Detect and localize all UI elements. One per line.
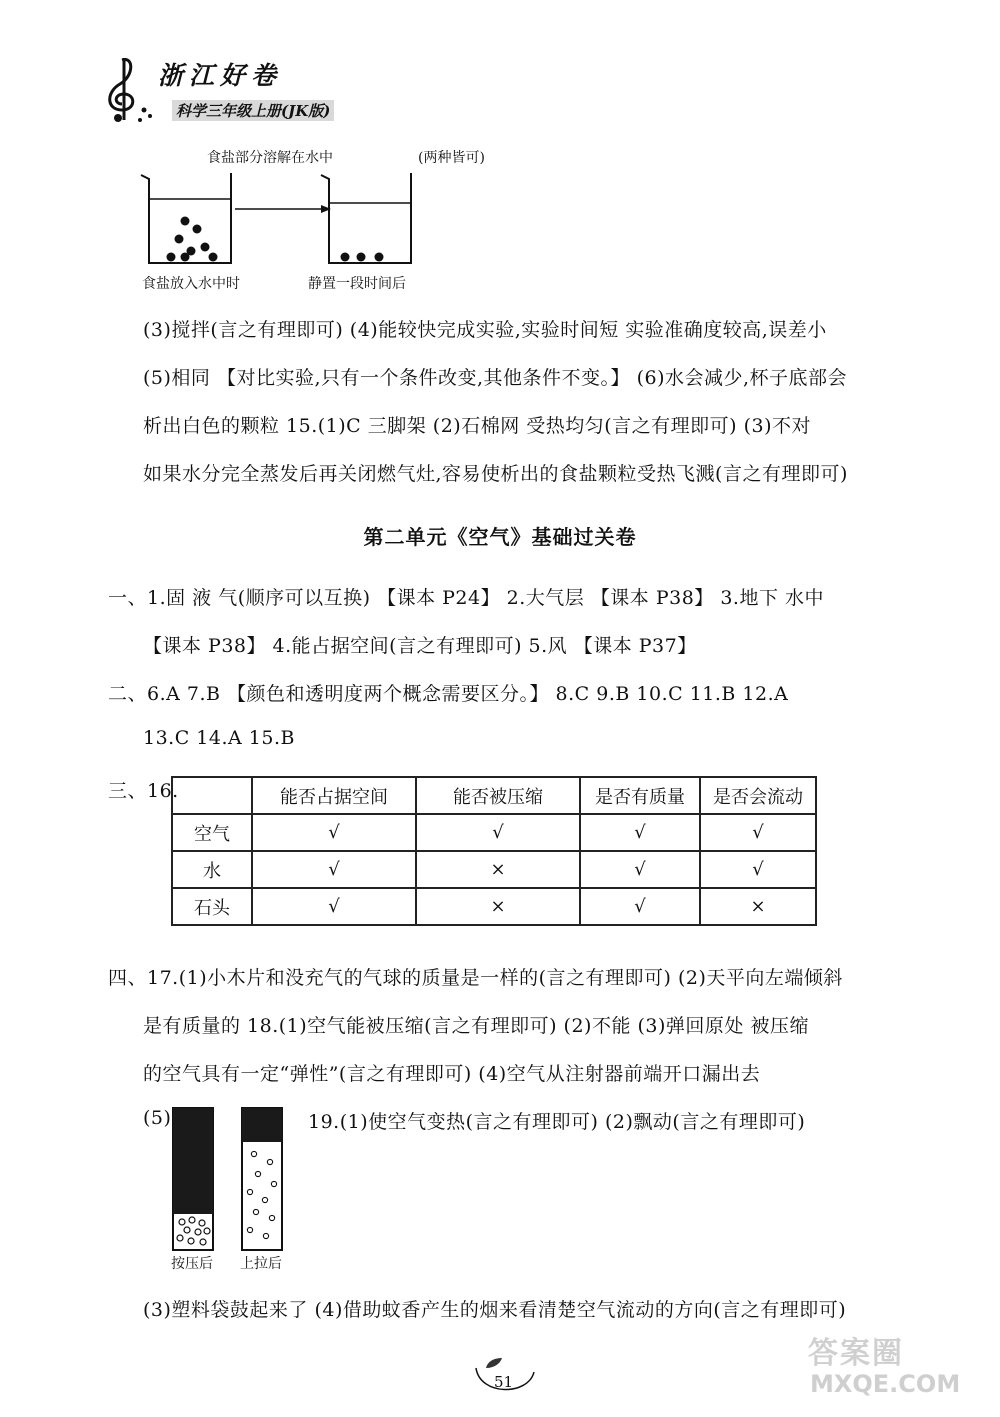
part2-line: 二、6.A 7.B 【颜色和透明度两个概念需要区分。】 8.C 9.B 10.C 11.B 12.A: [108, 683, 789, 705]
beaker-right: [321, 173, 411, 263]
part4-line: 是有质量的 18.(1)空气能被压缩(言之有理即可) (2)不能 (3)弹回原处 被压缩: [143, 1015, 809, 1037]
part4-line: 的空气具有一定“弹性”(言之有理即可) (4)空气从注射器前端开口漏出去: [143, 1063, 761, 1085]
arrow-right-icon: [235, 205, 331, 213]
section-title: 第二单元《空气》基础过关卷: [363, 525, 637, 549]
last-line: (3)塑料袋鼓起来了 (4)借助蚊香产生的烟来看清楚空气流动的方向(言之有理即可): [143, 1299, 847, 1321]
figure2-label: (5): [143, 1107, 172, 1129]
paragraph1-line: (3)搅拌(言之有理即可) (4)能较快完成实验,实验时间短 实验准确度较高,误差小: [143, 319, 827, 341]
table-row: [172, 888, 816, 925]
table-cell: 石头: [172, 888, 252, 925]
q19-line: 19.(1)使空气变热(言之有理即可) (2)飘动(言之有理即可): [308, 1111, 806, 1133]
table-row: [172, 851, 816, 888]
table-cell: ×: [700, 888, 816, 925]
paragraph1-line: 析出白色的颗粒 15.(1)C 三脚架 (2)石棉网 受热均匀(言之有理即可) (3)不对: [143, 415, 812, 437]
watermark-url: MXQE.COM: [810, 1370, 961, 1398]
page-number: 51: [494, 1373, 514, 1391]
table-cell: √: [252, 851, 416, 888]
table-cell: √: [580, 888, 700, 925]
watermark-logo: 答案圈: [808, 1336, 904, 1371]
music-note-logo-icon: [100, 54, 158, 124]
table-cell: ×: [416, 851, 580, 888]
answer-table: [171, 776, 817, 926]
paragraph1-line: 如果水分完全蒸发后再关闭燃气灶,容易使析出的食盐颗粒受热飞溅(言之有理即可): [143, 463, 848, 485]
part2-line: 13.C 14.A 15.B: [143, 727, 295, 749]
syringe-diagram: [170, 1106, 290, 1254]
header-subtitle: 科学三年级上册(JK版): [172, 100, 334, 121]
syringe-pressed: [173, 1108, 213, 1250]
figure1-left-caption: 食盐放入水中时: [142, 276, 240, 292]
table-header-cell: 是否会流动: [700, 777, 816, 814]
table-cell: ×: [416, 888, 580, 925]
table-header-cell: 是否有质量: [580, 777, 700, 814]
syringe-pulled: [242, 1108, 282, 1250]
paragraph1-line: (5)相同 【对比实验,只有一个条件改变,其他条件不变。】 (6)水会减少,杯子底部会: [143, 367, 848, 389]
table-cell: √: [252, 814, 416, 851]
part1-line: 一、1.固 液 气(顺序可以互换) 【课本 P24】 2.大气层 【课本 P38】 3.地下 水中: [108, 587, 824, 609]
header: [100, 50, 400, 130]
table-header-cell: [172, 777, 252, 814]
figure1-right-caption: 静置一段时间后: [308, 276, 406, 292]
table-header-cell: 能否占据空间: [252, 777, 416, 814]
table-cell: 水: [172, 851, 252, 888]
beaker-diagram: [135, 165, 415, 270]
table-cell: √: [252, 888, 416, 925]
table-row: [172, 814, 816, 851]
table-cell: √: [416, 814, 580, 851]
table-cell: √: [700, 814, 816, 851]
table-cell: 空气: [172, 814, 252, 851]
figure1-note: (两种皆可): [418, 150, 485, 166]
table-cell: √: [700, 851, 816, 888]
table-cell: √: [580, 851, 700, 888]
part3-label: 三、16.: [108, 780, 179, 802]
figure1-top-label: 食盐部分溶解在水中: [207, 150, 333, 166]
header-title: 浙江好卷: [158, 61, 283, 90]
table-header-cell: 能否被压缩: [416, 777, 580, 814]
table-header-row: [172, 777, 816, 814]
figure2-right-caption: 上拉后: [240, 1256, 282, 1272]
part1-line: 【课本 P38】 4.能占据空间(言之有理即可) 5.风 【课本 P37】: [143, 635, 697, 657]
table-cell: √: [580, 814, 700, 851]
beaker-left: [141, 173, 231, 263]
part4-line: 四、17.(1)小木片和没充气的气球的质量是一样的(言之有理即可) (2)天平向左端倾斜: [108, 967, 843, 989]
figure2-left-caption: 按压后: [171, 1256, 213, 1272]
